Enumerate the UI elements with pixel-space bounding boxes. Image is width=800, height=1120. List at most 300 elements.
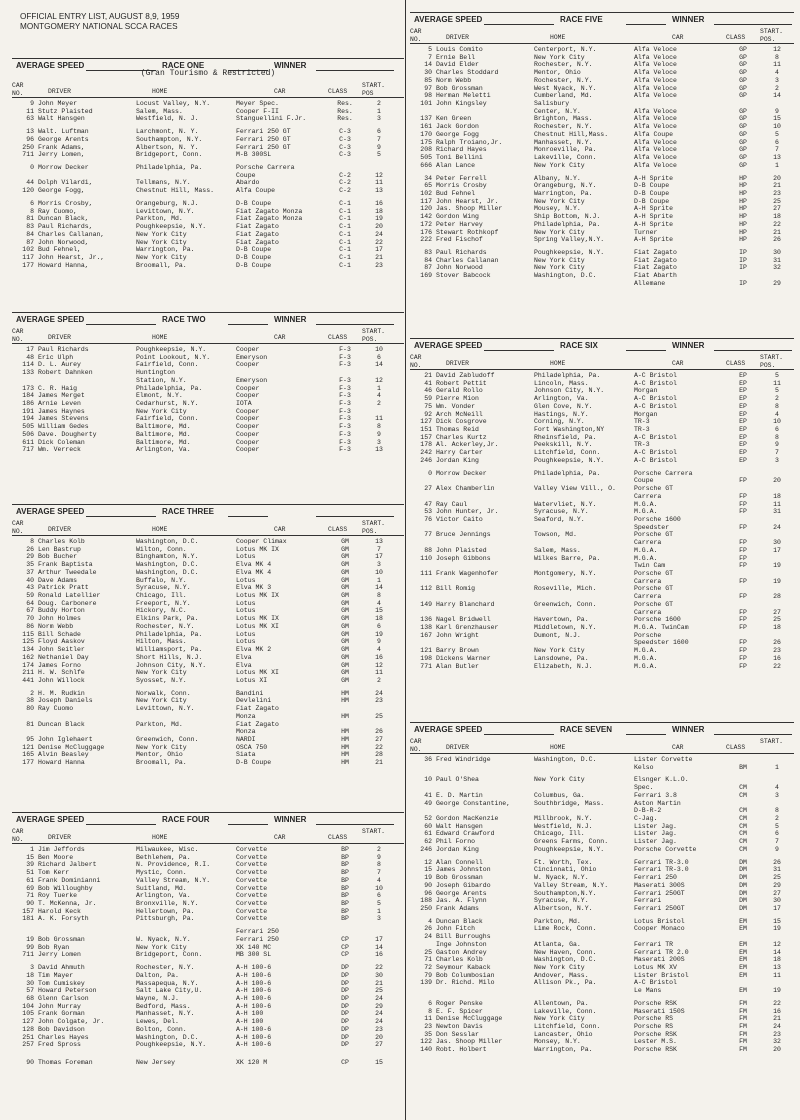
- start-position: 25: [375, 712, 383, 720]
- car-number: 257: [22, 1041, 34, 1049]
- column-header-car: CAR: [672, 34, 684, 41]
- car-class: FM: [739, 1015, 747, 1023]
- start-position: 14: [375, 584, 383, 592]
- car-class: HM: [341, 728, 349, 736]
- car-model: Abardo: [236, 179, 260, 187]
- average-speed-label: AVERAGE SPEED: [414, 725, 483, 734]
- driver-name: Victor Caito: [436, 515, 483, 523]
- start-position: 1: [775, 763, 779, 771]
- car-number: 41: [424, 791, 432, 799]
- car-number: 125: [22, 638, 34, 646]
- driver-name: Duncan Black,: [38, 215, 89, 223]
- hometown: Orangeburg, N.J.: [136, 199, 199, 207]
- car-class: GM: [341, 653, 349, 661]
- driver-name: Glenn Carlson: [38, 994, 89, 1002]
- car-class: FP: [739, 624, 747, 631]
- car-number: 19: [424, 874, 432, 882]
- entry-table: [12, 346, 404, 454]
- driver-name: Bill Burroughs: [436, 933, 491, 941]
- table-row: [12, 392, 404, 400]
- car-number: 172: [420, 220, 432, 228]
- hometown: Norwalk, Conn.: [136, 689, 191, 697]
- table-row: [410, 85, 794, 93]
- table-row: [410, 1038, 794, 1046]
- table-row: [410, 859, 794, 867]
- start-position: 19: [773, 987, 781, 995]
- driver-name: John Kingsley: [436, 100, 487, 108]
- driver-name: Phil Forno: [436, 838, 476, 846]
- hometown: Corning, N.Y.: [534, 418, 585, 426]
- car-number: 57: [26, 987, 34, 995]
- start-position: 28: [773, 593, 781, 601]
- car-model: Ferrari 250: [236, 928, 279, 936]
- hometown: Havertown, Pa.: [534, 616, 589, 624]
- entry-table: [12, 846, 404, 1067]
- car-model: Porsche GT: [634, 569, 674, 577]
- driver-name: H. M. Rudkin: [38, 689, 85, 697]
- hometown: Glen Cove, N.Y.: [534, 402, 593, 410]
- hometown: Warrington, Pa.: [534, 1046, 593, 1054]
- start-position: 11: [375, 179, 383, 187]
- car-model: Alfa Veloce: [634, 92, 677, 100]
- driver-name: James Stevens: [38, 415, 89, 423]
- car-model: Maserati 200S: [634, 956, 685, 964]
- hometown: Washington, D.C.: [534, 956, 597, 964]
- car-model: Ferrari TR-3.0: [634, 866, 689, 874]
- table-row: [410, 866, 794, 874]
- start-position: 8: [775, 53, 779, 61]
- start-position: 31: [773, 508, 781, 516]
- start-position: 4: [775, 410, 779, 418]
- car-class: CP: [341, 1058, 349, 1066]
- column-header-pos: START.: [362, 828, 386, 835]
- hometown: New York City: [534, 647, 585, 655]
- car-model: Cooper: [236, 392, 260, 400]
- table-row: [410, 434, 794, 442]
- hometown: Allentown, Pa.: [534, 999, 589, 1007]
- start-position: 12: [773, 46, 781, 53]
- start-position: 19: [375, 215, 383, 223]
- table-row: [12, 136, 404, 144]
- car-model: M.G.A.: [634, 647, 658, 655]
- car-class: BP: [341, 861, 349, 869]
- driver-name: Karl Grenzhauser: [436, 624, 499, 631]
- car-number: 165: [22, 751, 34, 759]
- hometown: New York City: [534, 53, 585, 61]
- car-number: 85: [424, 76, 432, 84]
- start-position: 10: [773, 123, 781, 131]
- driver-name: Louis Comito: [436, 46, 483, 53]
- car-class: GM: [341, 545, 349, 553]
- car-class: HP: [739, 189, 747, 197]
- average-speed-label: AVERAGE SPEED: [414, 15, 483, 24]
- table-row: [12, 577, 404, 585]
- car-class: BP: [341, 846, 349, 853]
- car-number: 14: [424, 61, 432, 69]
- start-position: 29: [773, 881, 781, 889]
- car-class: F-3: [339, 384, 351, 392]
- hometown: Monroeville, Pa.: [534, 146, 597, 154]
- hometown: Hellertown, Pa.: [136, 907, 195, 915]
- column-headers: [410, 354, 794, 372]
- driver-name: Jas. Shoop Miller: [436, 205, 503, 213]
- car-number: 136: [420, 616, 432, 624]
- car-class: FP: [739, 508, 747, 516]
- car-number: 86: [26, 622, 34, 630]
- start-position: 3: [377, 561, 381, 569]
- driver-name: Dave. Dougherty: [38, 430, 97, 438]
- car-number: 771: [420, 662, 432, 670]
- column-headers: [12, 520, 404, 538]
- car-number: 75: [424, 402, 432, 410]
- table-row: [12, 654, 404, 662]
- car-class: FM: [739, 1007, 747, 1015]
- document-title-line-2: MONTGOMERY NATIONAL SCCA RACES: [20, 22, 178, 31]
- table-row: [12, 936, 404, 944]
- car-number: 611: [22, 438, 34, 446]
- car-number: 441: [22, 676, 34, 684]
- driver-name: Doug. Carbonere: [38, 599, 97, 607]
- car-model: Corvette: [236, 900, 268, 908]
- car-model: MB 300 SL: [236, 951, 272, 959]
- table-row: [410, 776, 794, 784]
- car-number: 110: [420, 554, 432, 562]
- table-row: [410, 146, 794, 154]
- column-header-car: CAR: [672, 744, 684, 751]
- table-row: [12, 869, 404, 877]
- car-number: 250: [22, 143, 34, 151]
- table-row: [12, 1003, 404, 1011]
- car-number: 61: [26, 876, 34, 884]
- car-number: 102: [22, 246, 34, 254]
- driver-name: Fred Fischof: [436, 236, 483, 244]
- column-headers: [12, 328, 404, 346]
- car-number: 177: [22, 261, 34, 269]
- start-position: 15: [773, 115, 781, 123]
- car-number: 26: [26, 545, 34, 553]
- car-class: EP: [739, 379, 747, 387]
- car-number: 133: [22, 369, 34, 377]
- hometown: Huntington: [136, 369, 176, 377]
- hometown: Station, N.Y.: [136, 376, 187, 384]
- car-number: 10: [424, 776, 432, 784]
- table-row: [12, 446, 404, 454]
- car-model: Porsche 1600: [634, 616, 681, 624]
- car-number: 90: [26, 1058, 34, 1066]
- car-model: Corvette: [236, 876, 268, 884]
- table-row: [12, 1026, 404, 1034]
- car-model: M.G.A.: [634, 508, 658, 516]
- table-row: [12, 900, 404, 908]
- hometown: Poughkeepsie, N.Y.: [534, 456, 605, 464]
- hometown: Washington, D.C.: [534, 756, 597, 763]
- start-position: 3: [775, 76, 779, 84]
- hometown: Rochester, N.Y.: [534, 76, 593, 84]
- car-number: 666: [420, 161, 432, 169]
- start-position: 20: [773, 174, 781, 182]
- driver-name: Ray Cuomo,: [38, 207, 78, 215]
- table-row: [12, 697, 404, 705]
- driver-name: Stutz Plaisted: [38, 107, 93, 115]
- start-position: 9: [775, 845, 779, 853]
- car-model: Lotus: [236, 576, 256, 584]
- car-class: DP: [341, 987, 349, 995]
- hometown: Lakeville, Conn.: [534, 1007, 597, 1015]
- car-model: Lister Jag.: [634, 838, 677, 846]
- car-number: 49: [424, 799, 432, 807]
- car-class: IP: [739, 264, 747, 272]
- hometown: Mousey, N.Y.: [534, 205, 581, 213]
- car-class: GM: [341, 661, 349, 669]
- driver-name: Stover Babcock: [436, 272, 491, 280]
- table-row: [410, 585, 794, 593]
- car-model: Elva MK 3: [236, 584, 272, 592]
- driver-name: Jas. A. Flynn: [436, 897, 487, 905]
- start-position: 17: [375, 246, 383, 254]
- hometown: Greens Farms, Conn.: [534, 838, 609, 846]
- car-class: FM: [739, 999, 747, 1007]
- car-number: 30: [424, 69, 432, 77]
- hometown: Valley Stream, N.Y.: [534, 881, 609, 889]
- car-number: 5: [428, 46, 432, 53]
- driver-name: Jerry Lomen,: [38, 151, 85, 159]
- driver-name: Bob Grossman: [436, 874, 483, 882]
- car-model: Cooper: [236, 446, 260, 454]
- car-class: HP: [739, 182, 747, 190]
- table-row: [12, 246, 404, 254]
- hometown: Bethlehem, Pa.: [136, 853, 191, 861]
- start-position: 17: [375, 935, 383, 943]
- driver-name: Paul Richards: [436, 248, 487, 256]
- table-row: [12, 631, 404, 639]
- table-row: [410, 380, 794, 388]
- car-class: F-3: [339, 415, 351, 423]
- car-model: Cooper: [236, 361, 260, 369]
- table-row: [12, 972, 404, 980]
- start-position: 12: [773, 940, 781, 948]
- car-model: XK 120 M: [236, 1058, 268, 1066]
- car-class: FP: [739, 500, 747, 508]
- driver-name: Robt. Holbert: [436, 1046, 487, 1054]
- car-class: HM: [341, 689, 349, 697]
- table-row: [12, 439, 404, 447]
- start-position: 8: [775, 433, 779, 441]
- start-position: 8: [377, 592, 381, 600]
- car-model: Ferrari 250GT: [634, 889, 685, 897]
- car-model: Kelso: [634, 763, 654, 771]
- car-number: 83: [424, 248, 432, 256]
- car-model: M-B 300SL: [236, 151, 272, 159]
- header-underline: [410, 43, 794, 44]
- hometown: New York City: [136, 253, 187, 261]
- table-row: [410, 815, 794, 823]
- driver-name: Frank Dominianni: [38, 876, 101, 884]
- start-position: 7: [377, 135, 381, 143]
- car-class: GM: [341, 538, 349, 545]
- car-class: C-1: [339, 199, 351, 207]
- column-header-home: HOME: [152, 334, 168, 341]
- car-model: Lotus MK XV: [634, 963, 677, 971]
- table-row: [12, 128, 404, 136]
- car-class: DM: [739, 874, 747, 882]
- driver-name: Bob Grossman: [38, 935, 85, 943]
- car-number: 188: [420, 897, 432, 905]
- car-class: GM: [341, 638, 349, 646]
- start-position: 31: [773, 866, 781, 874]
- start-position: 24: [375, 1018, 383, 1026]
- column-header-driver: DRIVER: [446, 34, 470, 41]
- hometown: Johnson City, N.Y.: [534, 387, 605, 395]
- fill-in-line: [714, 734, 792, 735]
- driver-name: Thomas Reid: [436, 426, 479, 434]
- car-class: C-2: [339, 171, 351, 179]
- car-number: 72: [424, 963, 432, 971]
- car-model: Lotus: [236, 599, 256, 607]
- car-class: C-3: [339, 151, 351, 159]
- start-position: 30: [773, 539, 781, 547]
- table-row: [12, 423, 404, 431]
- hometown: Southampton,N.Y.: [534, 889, 597, 897]
- driver-name: Alex Chamberlin: [436, 485, 495, 493]
- start-position: 16: [773, 1007, 781, 1015]
- hometown: Short Hills, N.J.: [136, 653, 203, 661]
- car-model: Alfa Veloce: [634, 69, 677, 77]
- start-position: 15: [375, 1058, 383, 1066]
- table-row: [410, 547, 794, 555]
- column-headers: [12, 82, 404, 100]
- car-number: 6: [30, 199, 34, 207]
- car-model: D-B-R-2: [634, 807, 662, 815]
- table-row: [12, 1034, 404, 1042]
- car-number: 59: [26, 592, 34, 600]
- car-number: 211: [22, 669, 34, 677]
- fill-in-line: [86, 824, 156, 825]
- car-number: 191: [22, 407, 34, 415]
- car-class: FP: [739, 662, 747, 670]
- table-row: [410, 280, 794, 288]
- car-model: Carrera: [634, 539, 662, 547]
- car-model: Emeryson: [236, 376, 268, 384]
- table-row: [410, 987, 794, 995]
- car-class: EP: [739, 441, 747, 449]
- race-header: [12, 504, 404, 518]
- hometown: W. Nyack, N.Y.: [534, 874, 589, 882]
- table-row: [410, 639, 794, 647]
- hometown: Baltimore, Md.: [136, 430, 191, 438]
- driver-name: David Zabludoff: [436, 372, 495, 379]
- car-model: Speedster: [634, 523, 670, 531]
- hometown: Warrington, Pa.: [534, 189, 593, 197]
- hometown: Parkton, Md.: [136, 215, 183, 223]
- driver-name: Bob Bucher: [38, 553, 78, 561]
- car-number: 84: [26, 230, 34, 238]
- hometown: Salem, Mass.: [534, 546, 581, 554]
- hometown: Cincinnati, Ohio: [534, 866, 597, 874]
- table-row: [12, 669, 404, 677]
- car-model: Alfa Veloce: [634, 46, 677, 53]
- winner-label: WINNER: [274, 815, 307, 824]
- table-row: [410, 229, 794, 237]
- hometown: Lime Rock, Conn.: [534, 925, 597, 933]
- hometown: Litchfield, Conn.: [534, 449, 601, 457]
- table-row: [12, 115, 404, 123]
- start-position: 13: [773, 154, 781, 162]
- hometown: Ship Bottom, N.J.: [534, 213, 601, 221]
- table-row: [12, 944, 404, 952]
- car-class: HM: [341, 759, 349, 767]
- start-position: 27: [375, 735, 383, 743]
- car-number: 23: [424, 1023, 432, 1030]
- table-row: [410, 624, 794, 632]
- car-model: IOTA: [236, 400, 252, 408]
- table-row: [12, 369, 404, 377]
- hometown: Allison Pk., Pa.: [534, 979, 597, 987]
- car-model: Cooper: [236, 415, 260, 423]
- car-number: 8: [428, 1007, 432, 1015]
- car-number: 90: [26, 900, 34, 908]
- start-position: 16: [773, 654, 781, 662]
- car-model: Corvette: [236, 861, 268, 869]
- start-position: 19: [773, 562, 781, 570]
- start-position: 3: [377, 438, 381, 446]
- table-row: [410, 205, 794, 213]
- start-position: 12: [375, 171, 383, 179]
- start-position: 25: [773, 616, 781, 624]
- hometown: New York City: [136, 743, 187, 751]
- car-model: Alfa Veloce: [634, 53, 677, 61]
- car-number: 29: [26, 553, 34, 561]
- car-model: Porsche RSK: [634, 1046, 677, 1054]
- start-position: 8: [775, 807, 779, 815]
- car-class: C-1: [339, 246, 351, 254]
- car-class: C-1: [339, 215, 351, 223]
- car-model: Lotus MK XI: [236, 669, 279, 677]
- car-number: 176: [420, 228, 432, 236]
- table-row: [410, 54, 794, 62]
- car-model: Lister Jag.: [634, 830, 677, 838]
- car-model: Carrera: [634, 492, 662, 500]
- car-class: GP: [739, 53, 747, 61]
- table-row: [410, 756, 794, 764]
- car-number: 88: [424, 546, 432, 554]
- table-row: [410, 800, 794, 808]
- hometown: Syracuse, N.Y.: [534, 897, 589, 905]
- driver-name: John Hearst, Jr.,: [38, 253, 105, 261]
- table-row: [410, 933, 794, 941]
- start-position: 11: [773, 61, 781, 69]
- car-number: 68: [26, 994, 34, 1002]
- start-position: 2: [775, 84, 779, 92]
- car-number: 173: [22, 384, 34, 392]
- start-position: 20: [773, 1046, 781, 1054]
- driver-name: Charles Kolb: [38, 538, 85, 545]
- driver-name: Al. Ackerley,Jr.: [436, 441, 499, 449]
- start-position: 12: [375, 661, 383, 669]
- car-model: Lister Jag.: [634, 822, 677, 830]
- car-model: Elsnger K.L.O.: [634, 776, 689, 784]
- driver-name: John Norwood,: [38, 238, 89, 246]
- driver-name: Len Bastrup: [38, 545, 81, 553]
- start-position: 19: [773, 925, 781, 933]
- hometown: West Nyack, N.Y.: [534, 84, 597, 92]
- column-header-car: CAR: [672, 360, 684, 367]
- race-header: [12, 312, 404, 326]
- car-class: HP: [739, 228, 747, 236]
- start-position: 9: [377, 638, 381, 646]
- hometown: Elmont, N.Y.: [136, 392, 183, 400]
- table-row: [410, 562, 794, 570]
- car-model: Cooper Monaco: [634, 925, 685, 933]
